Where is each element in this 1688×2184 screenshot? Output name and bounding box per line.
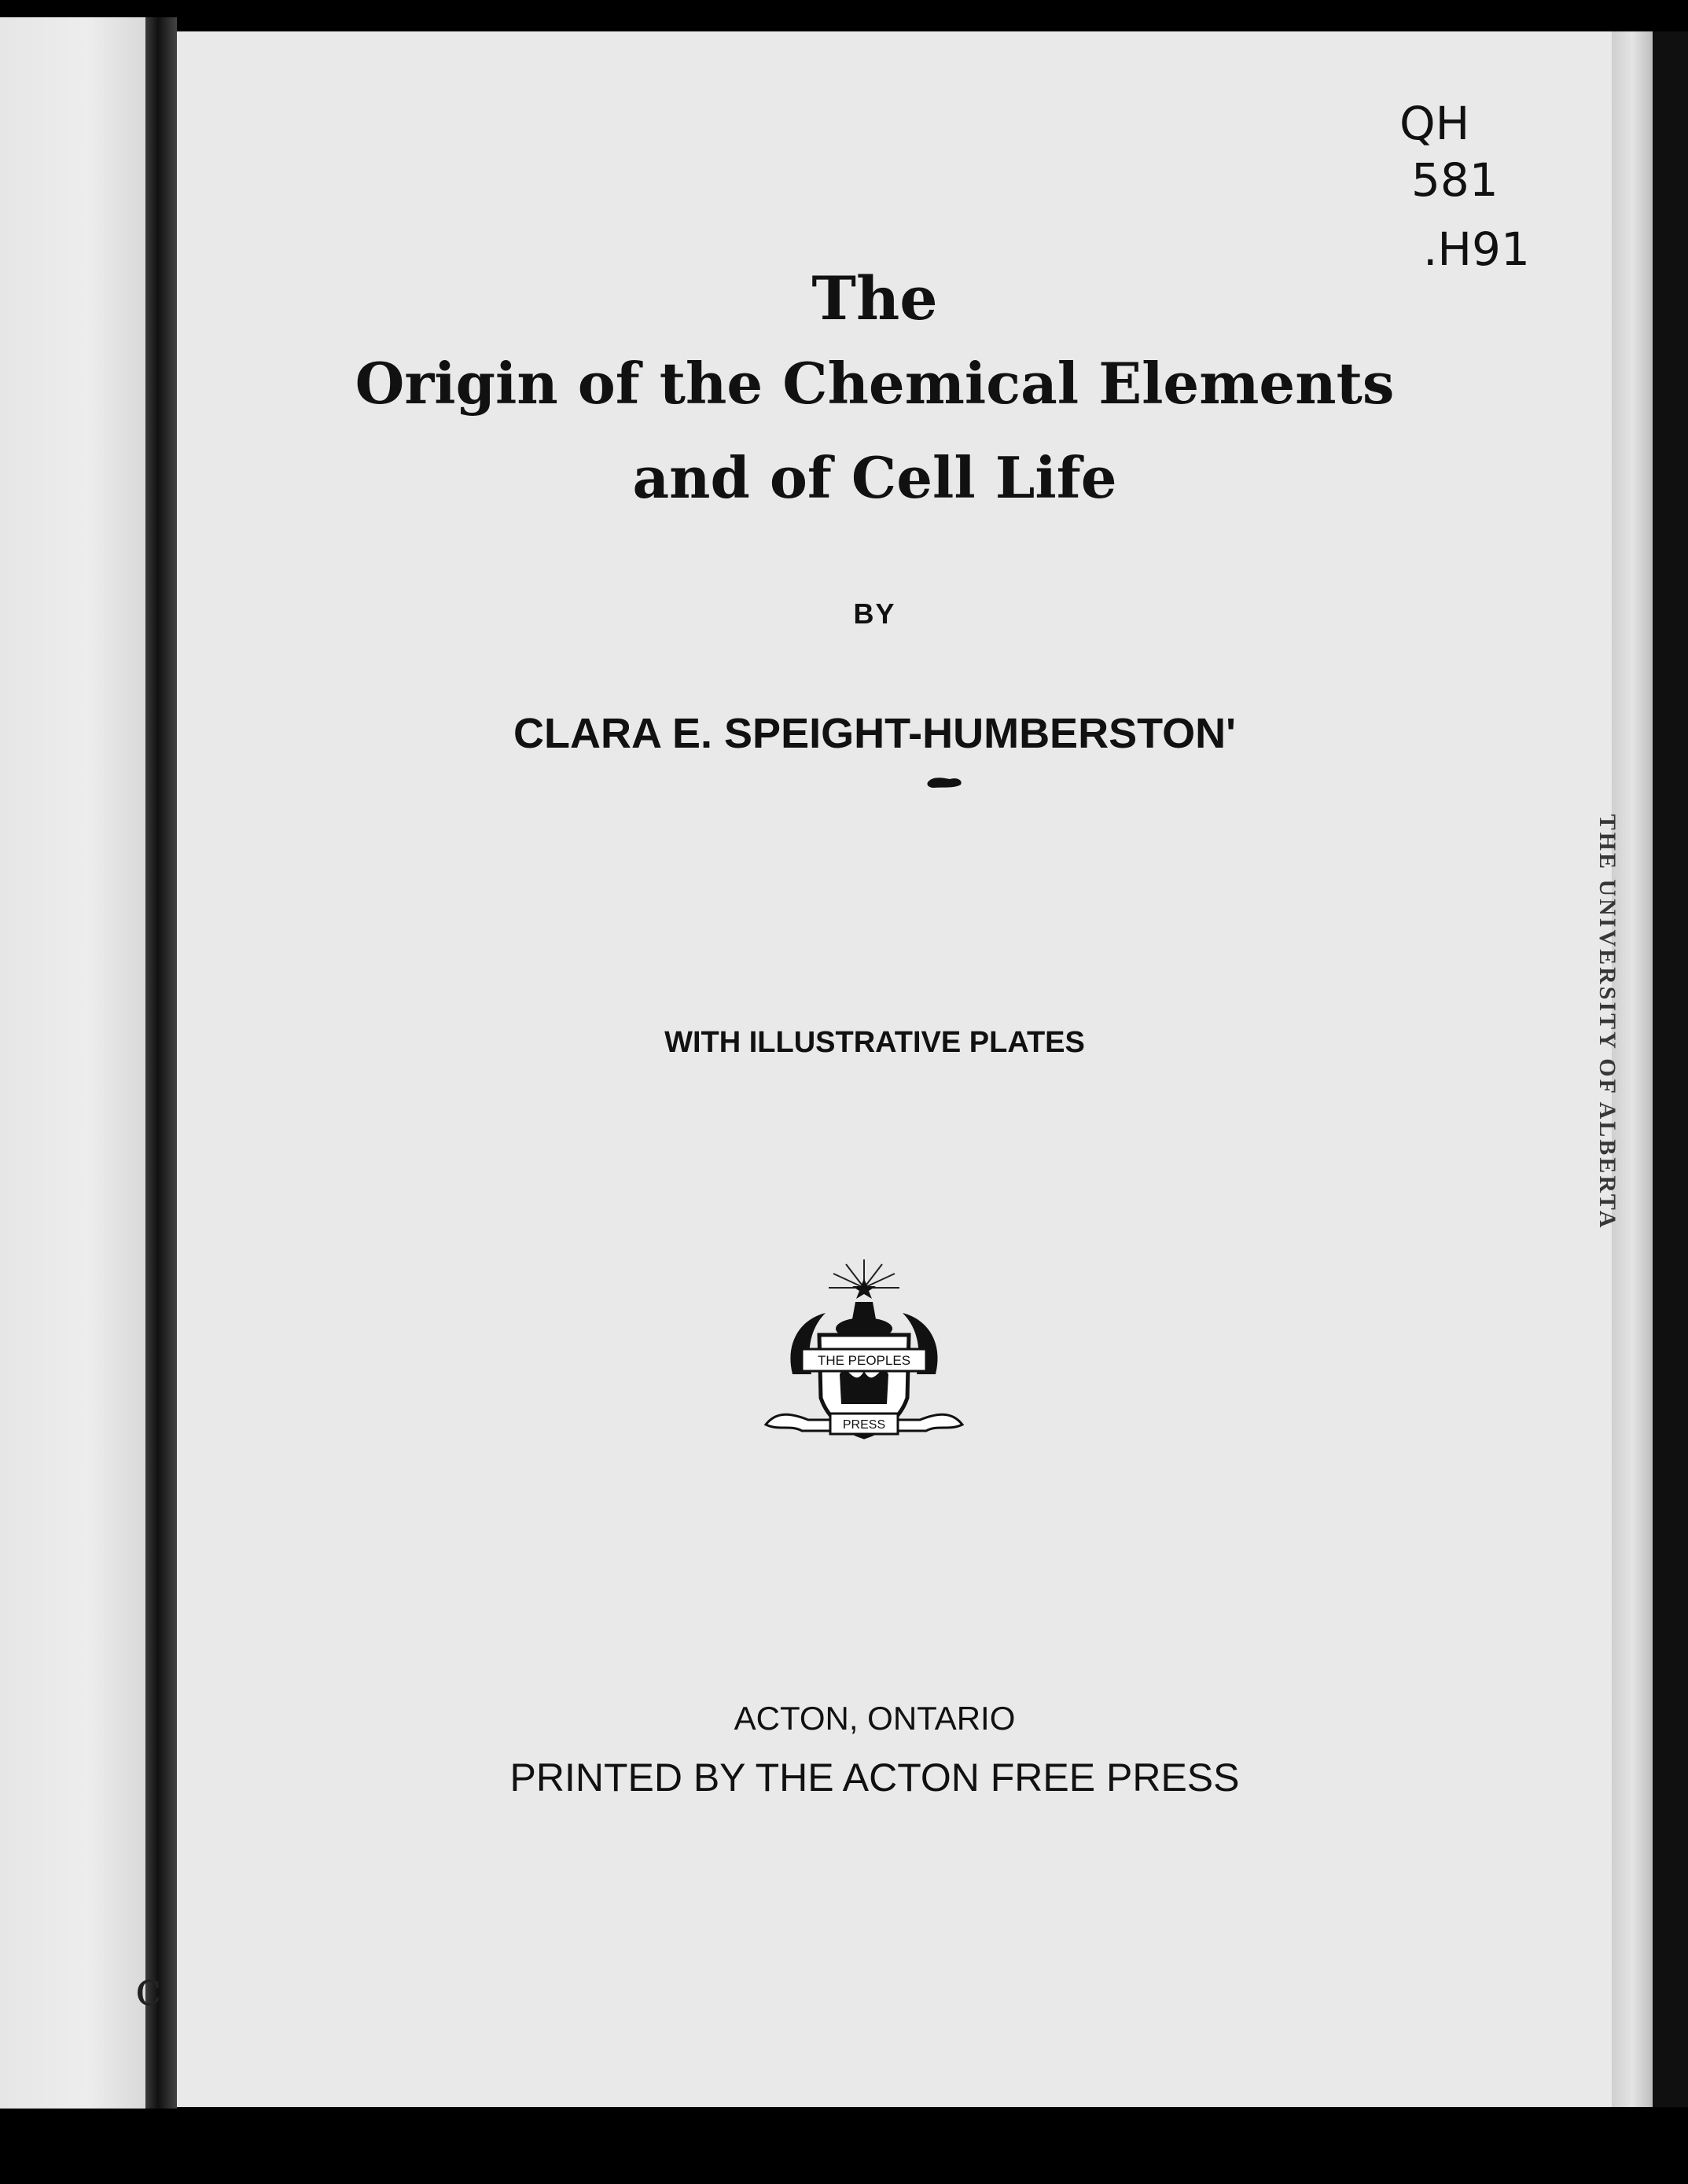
- library-stamp: THE UNIVERSITY OF ALBERTA: [1594, 814, 1620, 1230]
- facing-page: [0, 17, 145, 2109]
- call-number-line-1: QH: [1399, 97, 1470, 150]
- emblem-banner-bottom: PRESS: [842, 1418, 886, 1432]
- scan-border: [1653, 31, 1688, 2107]
- peoples-press-emblem-icon: [761, 1256, 967, 1462]
- book-gutter: [145, 17, 177, 2109]
- ink-blot-icon: [926, 774, 964, 790]
- title-line-1: The: [811, 263, 938, 333]
- illustrative-plates-note: WITH ILLUSTRATIVE PLATES: [664, 1026, 1085, 1059]
- imprint-place: ACTON, ONTARIO: [734, 1700, 1016, 1737]
- title-line-2: Origin of the Chemical Elements: [355, 350, 1395, 417]
- title-line-3: and of Cell Life: [632, 444, 1117, 511]
- margin-mark: c: [135, 1962, 162, 2017]
- call-number-line-3: .H91: [1423, 222, 1530, 276]
- call-number-line-2: 581: [1411, 153, 1499, 207]
- emblem-banner-top: THE PEOPLES: [817, 1353, 911, 1368]
- author-name: CLARA E. SPEIGHT-HUMBERSTON': [513, 710, 1236, 757]
- imprint-printer: PRINTED BY THE ACTON FREE PRESS: [509, 1756, 1240, 1800]
- byline: BY: [853, 597, 896, 630]
